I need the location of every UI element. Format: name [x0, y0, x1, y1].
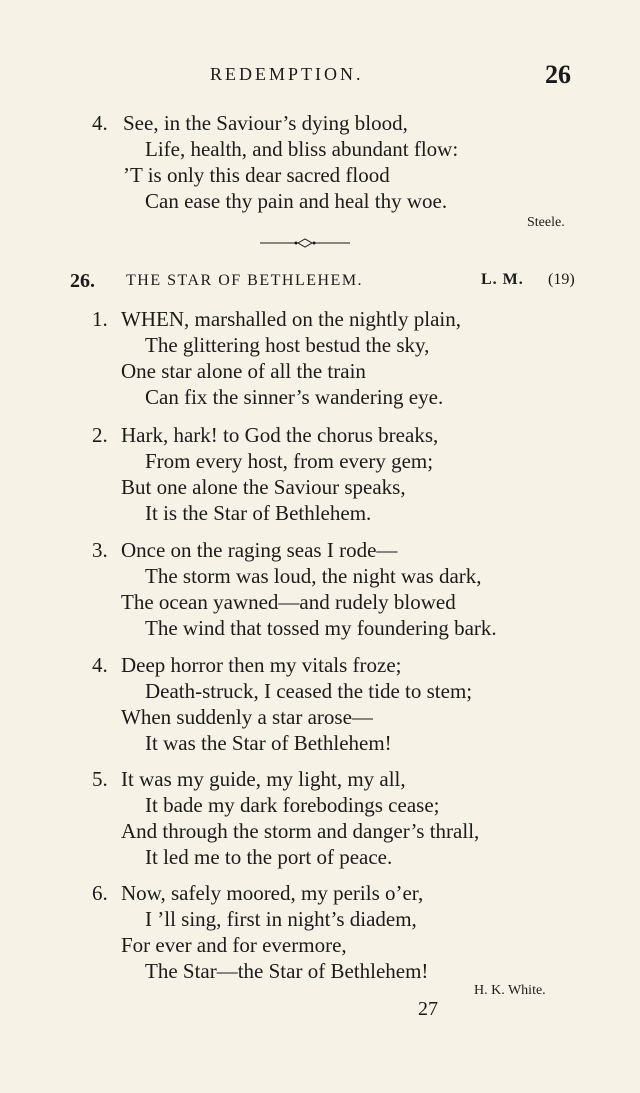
verse-line: For ever and for evermore, [121, 933, 347, 957]
verse-line: See, in the Saviour’s dying blood, [123, 111, 408, 135]
verse-line: It is the Star of Bethlehem. [145, 501, 372, 525]
verse-line: Life, health, and bliss abundant flow: [145, 137, 459, 161]
verse-number: 6. [92, 881, 108, 905]
verse-line: WHEN, marshalled on the nightly plain, [121, 307, 462, 331]
verse-line: When suddenly a star arose— [121, 705, 373, 729]
hymn-author: H. K. White. [474, 983, 546, 998]
verse-line: The storm was loud, the night was dark, [145, 564, 482, 588]
hymn-tune-number: (19) [548, 271, 575, 288]
verse-line: Death-struck, I ceased the tide to stem; [145, 679, 473, 703]
hymn-heading [0, 270, 640, 296]
verse-line: The ocean yawned—and rudely blowed [121, 590, 456, 614]
verse-line: Can ease thy pain and heal thy woe. [145, 189, 448, 213]
verse-line: Now, safely moored, my perils o’er, [121, 881, 424, 905]
verse-number: 4. [92, 111, 108, 135]
verse-line: From every host, from every gem; [145, 449, 434, 473]
page-footer [0, 998, 640, 1021]
divider-ornament-icon [260, 236, 350, 250]
verse-number: 3. [92, 538, 108, 562]
verse-line: Can fix the sinner’s wandering eye. [145, 385, 444, 409]
verse-line: I ’ll sing, first in night’s diadem, [145, 907, 417, 931]
verse-line: The Star—the Star of Bethlehem! [145, 959, 429, 983]
verse-line: It bade my dark forebodings cease; [145, 793, 440, 817]
verse-line: But one alone the Saviour speaks, [121, 475, 406, 499]
verse-line: The wind that tossed my foundering bark. [145, 616, 497, 640]
verse-line: And through the storm and danger’s thrall, [121, 819, 480, 843]
running-head [0, 60, 640, 94]
hymn-number: 26. [70, 270, 95, 292]
verse-number: 2. [92, 423, 108, 447]
verse-line: The glittering host bestud the sky, [145, 333, 430, 357]
verse-number: 4. [92, 653, 108, 677]
verse-line: One star alone of all the train [121, 359, 366, 383]
running-title: REDEMPTION. [210, 64, 364, 84]
verse-line: Deep horror then my vitals froze; [121, 653, 402, 677]
hymn-meter: L. M. [481, 271, 524, 288]
hymn-title: THE STAR OF BETHLEHEM. [126, 272, 364, 289]
verse-line: Once on the raging seas I rode— [121, 538, 398, 562]
verse-line: It led me to the port of peace. [145, 845, 393, 869]
verse-line: Hark, hark! to God the chorus breaks, [121, 423, 439, 447]
verse-number: 5. [92, 767, 108, 791]
running-page-number: 26 [545, 60, 571, 89]
verse-line: It was the Star of Bethlehem! [145, 731, 392, 755]
verse-line: It was my guide, my light, my all, [121, 767, 406, 791]
verse-line: ’T is only this dear sacred flood [123, 163, 390, 187]
prev-hymn-author: Steele. [527, 215, 565, 230]
folio-number: 27 [418, 998, 438, 1020]
verse-number: 1. [92, 307, 108, 331]
